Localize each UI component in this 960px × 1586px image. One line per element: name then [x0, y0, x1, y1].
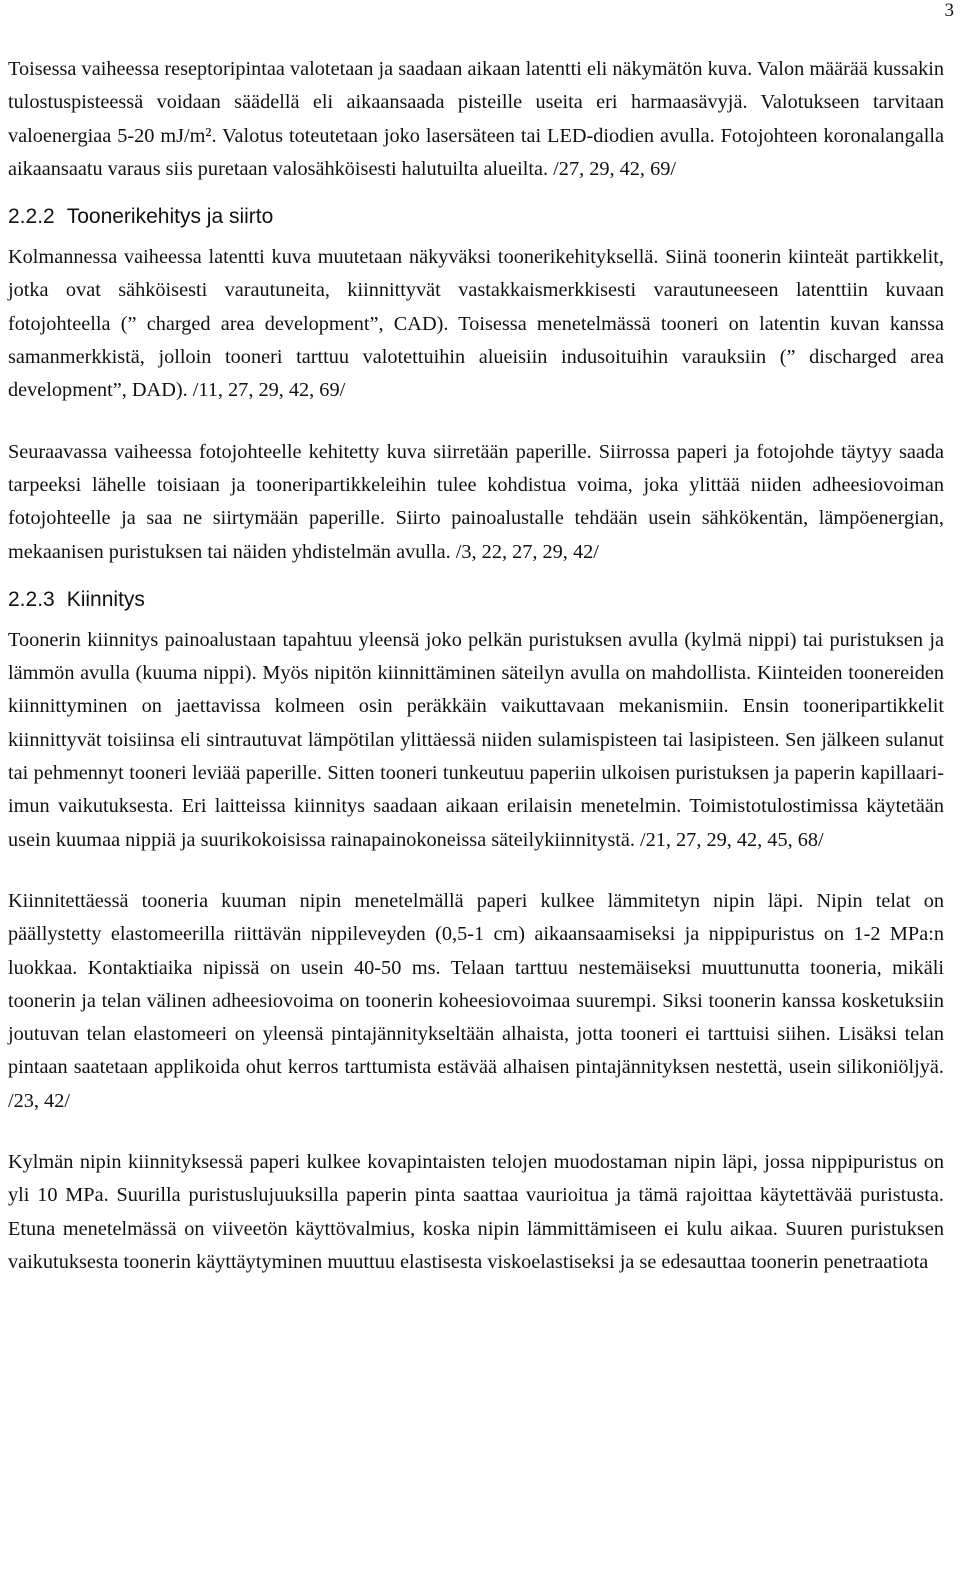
page-number: 3 — [944, 0, 954, 21]
paragraph-cold-nip: Kylmän nipin kiinnityksessä paperi kulkee kovapintaisten telojen muodostaman nipin läpi, jossa nippipuristus on yli 10 MPa. Suurilla puristuslujuuksilla paperin pinta saattaa vaurioitua ja tämä rajoittaa käytettävää puristusta. Etuna menetelmässä on viiveetön käyttövalmius, koska nipin lämmittämiseen ei kulu aikaa. Suuren puristuksen vaikutuksesta toonerin käyttäytyminen muuttuu elastisesta viskoelastiseksi ja se edesauttaa toonerin penetraatiota — [8, 1151, 944, 1273]
paragraph-exposure: Toisessa vaiheessa reseptoripintaa valotetaan ja saadaan aikaan latentti eli näkymätön kuva. Valon määrää kussakin tulostuspisteessä voidaan säädellä eli aikaansaada pisteille useita eri harmaasävyjä. Valotukseen tarvitaan valoenergiaa 5-20 mJ/m². Valotus toteutetaan joko lasersäteen tai LED-diodien avulla. Fotojohteen koronalangalla aikaansaatu varaus siis puretaan valosähköisesti halutuilta alueilta. /27, 29, 42, 69/ — [8, 58, 944, 180]
section-number: 2.2.2 — [8, 205, 55, 229]
paragraph-toner-transfer: Seuraavassa vaiheessa fotojohteelle kehitetty kuva siirretään paperille. Siirrossa paperi ja fotojohde täytyy saada tarpeeksi lähelle toisiaan ja tooneripartikkeleihin tulee kohdistua voima, joka ylittää niiden adheesiovoiman fotojohteelle ja saa ne siirtymään paperille. Siirto painoalustalle tehdään usein sähkökentän, lämpöenergian, mekaanisen puristuksen tai näiden yhdistelmän avulla. /3, 22, 27, 29, 42/ — [8, 440, 944, 563]
section-number: 2.2.3 — [8, 587, 55, 611]
section-heading-toner — [8, 200, 944, 233]
paragraph-hot-nip: Kiinnitettäessä tooneria kuuman nipin menetelmällä paperi kulkee lämmitetyn nipin läpi. Nipin telat on päällystetty elastomeerilla riittävän nippileveyden (0,5-1 cm) aikaansaamiseksi ja nippipuristus on 1-2 MPa:n luokkaa. Kontaktiaika nipissä on usein 40-50 ms. Telaan tarttuu nestemäiseksi muuttunutta tooneria, mikäli toonerin ja telan välinen adheesiovoima on toonerin koheesiovoimaa suurempi. Siksi toonerin kanssa kosketuksiin joutuvan telan elastomeeri on yleensä pintajännitykseltään alhaista, jotta tooneri ei tarttuisi siihen. Lisäksi telan pintaan saatetaan applikoida ohut kerros tarttumista estävää alhaisen pintajännityksen nestettä, usein silikoniöljyä. /23, 42/ — [8, 889, 944, 1112]
paragraph-fixing-overview: Toonerin kiinnitys painoalustaan tapahtuu yleensä joko pelkän puristuksen avulla (kylmä nippi) tai puristuksen ja lämmön avulla (kuuma nippi). Myös nipitön kiinnittäminen säteilyn avulla on mahdollista. Kiinteiden toonereiden kiinnittyminen on jaettavissa kolmeen osin peräkkäin vaikuttavaan mekanismiin. Ensin tooneripartikkelit kiinnittyvät toisiinsa eli sintrautuvat lämpötilan ylittäessä niiden sulamispisteen tai lasipisteen. Sen jälkeen sulanut tai pehmennyt tooneri leviää paperille. Sitten tooneri tunkeutuu paperiin ulkoisen puristuksen ja paperin kapillaari-imun vaikutuksesta. Eri laitteissa kiinnitys saadaan aikaan erilaisin menetelmin. Toimistotulostimissa käytetään usein kuumaa nippiä ja suurikokoisissa rainapainokoneissa säteilykiinnitystä. /21, 27, 29, 42, 45, 68/ — [8, 628, 944, 851]
page-content — [8, 53, 944, 1279]
section-title: Kiinnitys — [66, 587, 145, 611]
section-title: Toonerikehitys ja siirto — [66, 205, 274, 229]
section-heading-fixing — [8, 583, 944, 616]
paragraph-toner-development: Kolmannessa vaiheessa latentti kuva muutetaan näkyväksi toonerikehityksellä. Siinä toonerin kiinteät partikkelit, jotka ovat sähköisesti varautuneita, kiinnittyvät vastakkaismerkkisesti varautuneeseen latenttiin kuvaan fotojohteella (” charged area development”, CAD). Toisessa menetelmässä tooneri on latentin kuvan kanssa samanmerkkistä, jolloin tooneri tarttuu valotettuihin alueisiin indusoituihin varauksiin (” discharged area development”, DAD). /11, 27, 29, 42, 69/ — [8, 246, 944, 402]
